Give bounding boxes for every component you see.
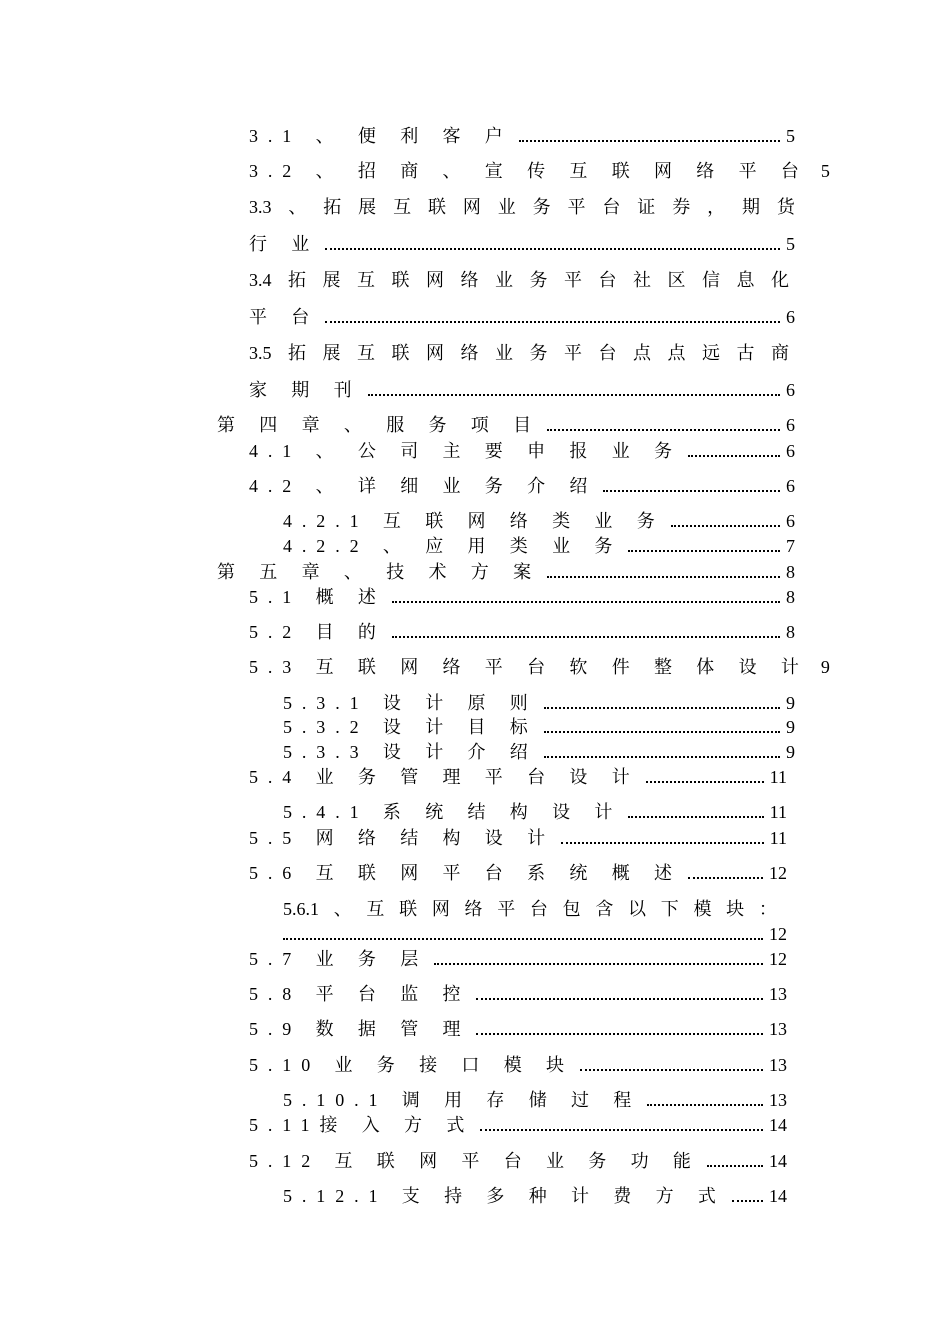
toc-entry[interactable] bbox=[283, 510, 795, 532]
toc-entry-label: 5.8 平 台 监 控 bbox=[249, 984, 471, 1004]
leader-dots bbox=[646, 780, 764, 783]
toc-entry-page: 5 bbox=[786, 126, 795, 146]
toc-entry-page: 6 bbox=[786, 476, 795, 496]
toc-entry-page: 13 bbox=[769, 1090, 787, 1110]
leader-dots bbox=[544, 730, 780, 733]
leader-dots bbox=[580, 1068, 763, 1071]
leader-dots bbox=[561, 841, 764, 844]
toc-entry[interactable] bbox=[283, 1089, 787, 1111]
toc-entry[interactable] bbox=[249, 586, 795, 608]
leader-dots bbox=[544, 706, 780, 709]
toc-entry-page: 9 bbox=[786, 693, 795, 713]
leader-dots bbox=[476, 1032, 763, 1035]
toc-entry-wrapped-line[interactable]: 5.6.1 、 互 联 网 络 平 台 包 含 以 下 模 块 ： bbox=[283, 899, 777, 919]
toc-entry[interactable] bbox=[249, 948, 787, 970]
toc-entry-page: 6 bbox=[786, 415, 795, 435]
toc-entry-label: 5.11接 入 方 式 bbox=[249, 1115, 475, 1135]
toc-entry[interactable] bbox=[249, 379, 795, 401]
toc-entry-page: 6 bbox=[786, 441, 795, 461]
toc-entry-label: 5.2 目 的 bbox=[249, 622, 386, 642]
toc-entry-label: 5.1 概 述 bbox=[249, 587, 386, 607]
toc-entry-page: 13 bbox=[769, 1019, 787, 1039]
toc-entry-label: 5.3.2 设 计 目 标 bbox=[283, 717, 538, 737]
toc-entry[interactable] bbox=[249, 621, 795, 643]
leader-dots bbox=[732, 1199, 763, 1202]
leader-dots bbox=[519, 139, 780, 142]
toc-entry-page: 8 bbox=[786, 562, 795, 582]
toc-entry-label: 4.1 、 公 司 主 要 申 报 业 务 bbox=[249, 441, 682, 461]
toc-entry-page: 5 bbox=[786, 234, 795, 254]
toc-entry-label: 5.6 互 联 网 平 台 系 统 概 述 bbox=[249, 863, 682, 883]
toc-entry-label: 5.4.1 系 统 结 构 设 计 bbox=[283, 802, 623, 822]
leader-dots bbox=[547, 575, 780, 578]
toc-entry[interactable] bbox=[249, 475, 795, 497]
leader-dots bbox=[671, 524, 780, 527]
toc-entry-page: 12 bbox=[769, 863, 787, 883]
toc-entry[interactable] bbox=[249, 440, 795, 462]
toc-entry[interactable] bbox=[249, 1054, 787, 1076]
toc-entry-wrapped-line[interactable]: 3.3 、 拓 展 互 联 网 业 务 平 台 证 券 ， 期 货 bbox=[249, 197, 795, 217]
toc-entry[interactable] bbox=[283, 1185, 787, 1207]
toc-entry-page: 11 bbox=[769, 828, 787, 848]
toc-entry-page: 12 bbox=[769, 949, 787, 969]
toc-entry-label: 5.12 互 联 网 平 台 业 务 功 能 bbox=[249, 1151, 701, 1171]
toc-entry-label: 4.2.1 互 联 网 络 类 业 务 bbox=[283, 511, 665, 531]
leader-dots bbox=[480, 1128, 763, 1131]
leader-dots bbox=[392, 635, 780, 638]
toc-entry-page: 14 bbox=[769, 1186, 787, 1206]
toc-entry-page: 13 bbox=[769, 984, 787, 1004]
toc-entry-label: 第 五 章 、 技 术 方 案 bbox=[217, 562, 541, 582]
toc-entry-label: 5.10 业 务 接 口 模 块 bbox=[249, 1055, 574, 1075]
toc-entry-page: 6 bbox=[786, 511, 795, 531]
toc-entry[interactable] bbox=[283, 716, 795, 738]
toc-entry-label: 4.2.2 、 应 用 类 业 务 bbox=[283, 536, 623, 556]
toc-entry[interactable] bbox=[283, 923, 787, 945]
toc-entry-label: 5.3 互 联 网 络 平 台 软 件 整 体 设 计 bbox=[249, 657, 809, 677]
toc-entry[interactable] bbox=[249, 160, 830, 182]
toc-entry-label: 行 业 bbox=[249, 234, 320, 254]
toc-entry-page: 14 bbox=[769, 1151, 787, 1171]
toc-entry[interactable] bbox=[283, 535, 795, 557]
toc-entry-label: 5.9 数 据 管 理 bbox=[249, 1019, 471, 1039]
leader-dots bbox=[647, 1103, 763, 1106]
toc-entry-chapter[interactable] bbox=[217, 561, 795, 583]
toc-entry[interactable] bbox=[283, 741, 795, 763]
toc-entry-page: 9 bbox=[820, 657, 830, 677]
toc-entry[interactable] bbox=[249, 656, 830, 678]
leader-dots bbox=[368, 393, 781, 396]
toc-entry-label: 平 台 bbox=[249, 307, 320, 327]
toc-entry-wrapped-line[interactable]: 3.4 拓 展 互 联 网 络 业 务 平 台 社 区 信 息 化 bbox=[249, 270, 789, 290]
toc-entry-page: 8 bbox=[786, 622, 795, 642]
toc-entry[interactable] bbox=[249, 233, 795, 255]
toc-entry-label: 4.2 、 详 细 业 务 介 绍 bbox=[249, 476, 598, 496]
leader-dots bbox=[544, 755, 780, 758]
toc-entry-label: 5.3.1 设 计 原 则 bbox=[283, 693, 538, 713]
toc-entry-label: 5.10.1 调 用 存 储 过 程 bbox=[283, 1090, 642, 1110]
toc-entry[interactable] bbox=[249, 827, 787, 849]
leader-dots bbox=[434, 962, 763, 965]
toc-entry-page: 13 bbox=[769, 1055, 787, 1075]
toc-entry-page: 9 bbox=[786, 742, 795, 762]
leader-dots bbox=[688, 454, 780, 457]
leader-dots bbox=[707, 1164, 763, 1167]
toc-entry-label: 5.4 业 务 管 理 平 台 设 计 bbox=[249, 767, 640, 787]
leader-dots bbox=[476, 997, 763, 1000]
leader-dots bbox=[603, 489, 780, 492]
leader-dots bbox=[283, 937, 763, 940]
toc-entry-page: 14 bbox=[769, 1115, 787, 1135]
toc-entry-page: 11 bbox=[769, 802, 787, 822]
leader-dots bbox=[628, 815, 763, 818]
leader-dots bbox=[392, 600, 780, 603]
toc-entry[interactable] bbox=[249, 862, 787, 884]
toc-entry-label: 第 四 章 、 服 务 项 目 bbox=[217, 415, 541, 435]
toc-entry[interactable] bbox=[283, 692, 795, 714]
toc-entry-page: 5 bbox=[820, 161, 830, 181]
toc-entry-label: 5.5 网 络 结 构 设 计 bbox=[249, 828, 555, 848]
toc-entry-label: 家 期 刊 bbox=[249, 380, 362, 400]
toc-entry-label: 3.2 、 招 商 、 宣 传 互 联 网 络 平 台 bbox=[249, 161, 809, 181]
leader-dots bbox=[325, 247, 780, 250]
toc-entry-page: 6 bbox=[786, 307, 795, 327]
toc-entry-chapter[interactable] bbox=[217, 414, 795, 436]
toc-entry[interactable] bbox=[249, 983, 787, 1005]
toc-entry[interactable] bbox=[249, 1018, 787, 1040]
toc-entry[interactable] bbox=[249, 306, 795, 328]
toc-entry-page: 7 bbox=[786, 536, 795, 556]
toc-entry-page: 12 bbox=[769, 924, 787, 944]
toc-entry-page: 11 bbox=[769, 767, 787, 787]
toc-entry[interactable] bbox=[249, 1150, 787, 1172]
leader-dots bbox=[628, 549, 780, 552]
toc-entry-label: 5.7 业 务 层 bbox=[249, 949, 429, 969]
toc-entry[interactable] bbox=[249, 766, 787, 788]
toc-entry-wrapped-line[interactable]: 3.5 拓 展 互 联 网 络 业 务 平 台 点 点 远 古 商 bbox=[249, 343, 789, 363]
toc-entry[interactable] bbox=[249, 125, 795, 147]
toc-entry-page: 6 bbox=[786, 380, 795, 400]
leader-dots bbox=[325, 320, 780, 323]
toc-entry-label: 3.1 、 便 利 客 户 bbox=[249, 126, 513, 146]
toc-entry[interactable] bbox=[283, 801, 787, 823]
toc-entry[interactable] bbox=[249, 1114, 787, 1136]
toc-entry-label: 5.3.3 设 计 介 绍 bbox=[283, 742, 538, 762]
leader-dots bbox=[688, 876, 763, 879]
toc-entry-page: 8 bbox=[786, 587, 795, 607]
toc-entry-page: 9 bbox=[786, 717, 795, 737]
toc-entry-label: 5.12.1 支 持 多 种 计 费 方 式 bbox=[283, 1186, 726, 1206]
leader-dots bbox=[547, 428, 780, 431]
